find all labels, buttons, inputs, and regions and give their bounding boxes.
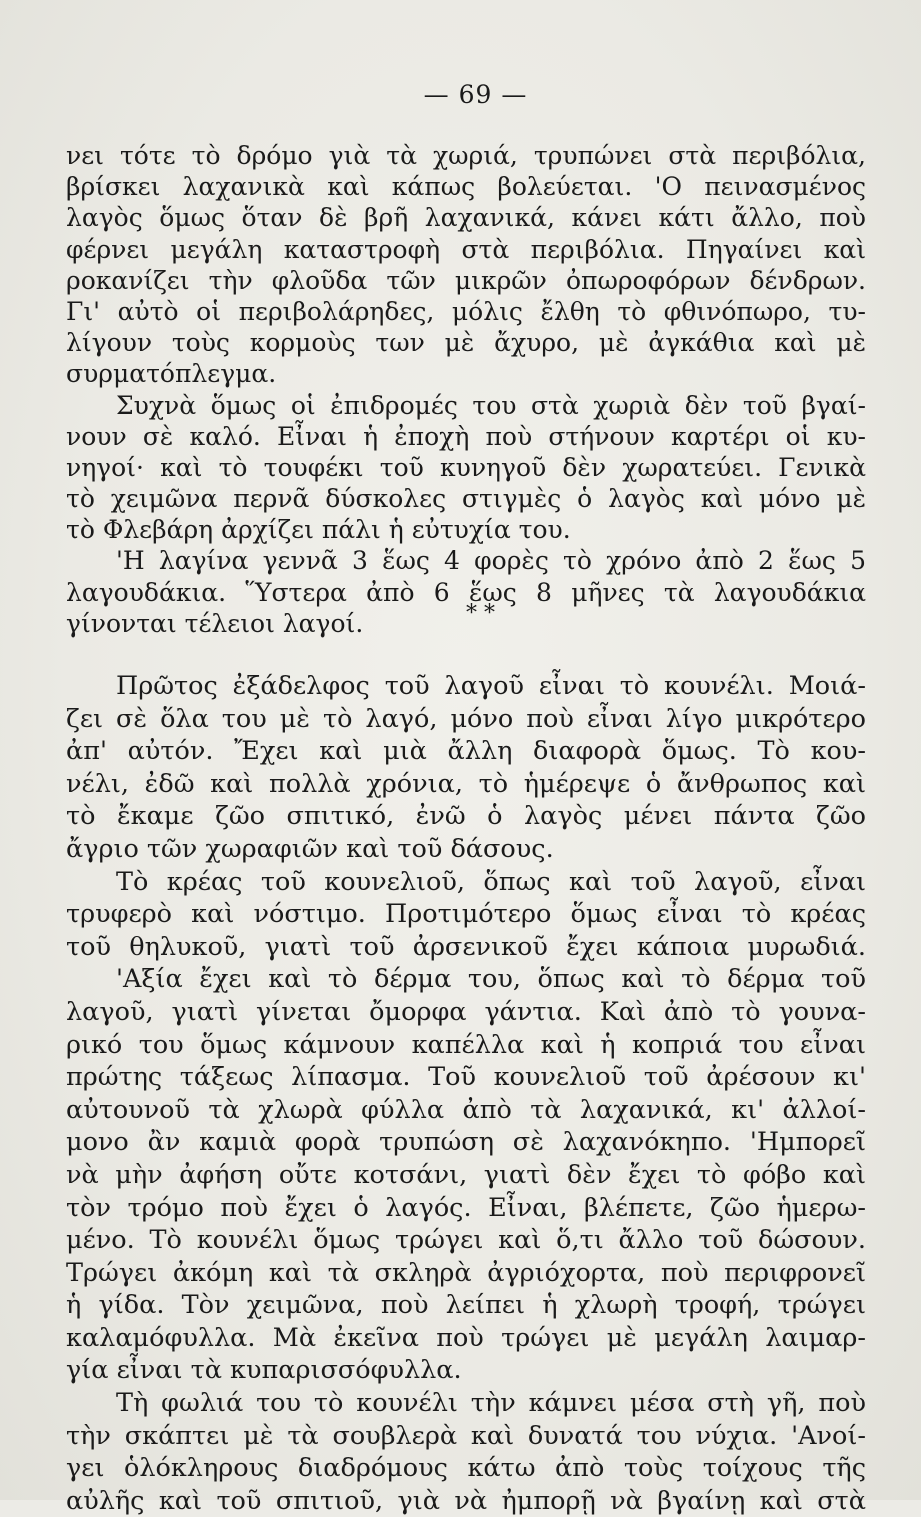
text-line: Πρῶτος ἐξάδελφος τοῦ λαγοῦ εἶναι τὸ κουνέλι. Μοιά- <box>116 671 866 701</box>
text-line: ἄγριο τῶν χωραφιῶν καὶ τοῦ δάσους. <box>66 833 554 864</box>
text-line: τὸ Φλεβάρη ἀρχίζει πάλι ἡ εὐτυχία του. <box>66 515 571 545</box>
text-line: λαγουδάκια. Ὕστερα ἀπὸ 6 ἕως 8 μῆνες τὰ λαγουδάκια <box>66 577 866 607</box>
text-line: γίνονται τέλειοι λαγοί. <box>66 608 364 638</box>
text-line: γία εἶναι τὰ κυπαρισσόφυλλα. <box>66 1355 462 1386</box>
text-line: συρματόπλεγμα. <box>66 359 277 389</box>
text-line: τὸ ἔκαμε ζῶο σπιτικό, ἐνῶ ὁ λαγὸς μένει πάντα ζῶο <box>66 801 866 832</box>
text-line: λαγὸς ὅμως ὅταν δὲ βρῆ λαχανικά, κάνει κάτι ἄλλο, ποὺ <box>66 203 866 233</box>
text-line: νουν σὲ καλό. Εἶναι ἡ ἐποχὴ ποὺ στήνουν καρτέρι οἱ κυ- <box>66 421 866 451</box>
text-line: ζει σὲ ὅλα του μὲ τὸ λαγό, μόνο ποὺ εἶναι λίγο μικρότερο <box>66 703 866 734</box>
text-line: ρικό του ὅμως κάμνουν καπέλλα καὶ ἡ κοπριά του εἶναι <box>66 1029 866 1060</box>
text-line: Τὸ κρέας τοῦ κουνελιοῦ, ὅπως καὶ τοῦ λαγοῦ, εἶναι <box>116 866 866 897</box>
text-line: νὰ μὴν ἀφήση οὔτε κοτσάνι, γιατὶ δὲν ἔχει τὸ φόβο καὶ <box>66 1159 866 1190</box>
text-line: τὸν τρόμο ποὺ ἔχει ὁ λαγός. Εἶναι, βλέπετε, ζῶο ἡμερω- <box>66 1192 866 1223</box>
text-line: Τὴ φωλιά του τὸ κουνέλι τὴν κάμνει μέσα στὴ γῆ, ποὺ <box>116 1388 866 1419</box>
text-line: μονο ἂν καμιὰ φορὰ τρυπώση σὲ λαχανόκηπο. 'Ημπορεῖ <box>66 1127 866 1158</box>
section-separator: * * <box>466 601 495 626</box>
text-block-top <box>66 140 866 639</box>
text-line: μένο. Τὸ κουνέλι ὅμως τρώγει καὶ ὅ,τι ἄλλο τοῦ δώσουν. <box>66 1225 866 1256</box>
text-line: Συχνὰ ὅμως οἱ ἐπιδρομές του στὰ χωριὰ δὲν τοῦ βγαί- <box>116 390 866 420</box>
text-line: πρώτης τάξεως λίπασμα. Τοῦ κουνελιοῦ τοῦ ἀρέσουν κι' <box>66 1062 866 1093</box>
text-line: τρυφερὸ καὶ νόστιμο. Προτιμότερο ὅμως εἶναι τὸ κρέας <box>66 899 866 930</box>
text-line: Γι' αὐτὸ οἱ περιβολάρηδες, μόλις ἔλθη τὸ φθινόπωρο, τυ- <box>66 296 866 326</box>
text-line: αὐτουνοῦ τὰ χλωρὰ φύλλα ἀπὸ τὰ λαχανικά, κι' ἀλλοί- <box>66 1094 866 1125</box>
text-line: τοῦ θηλυκοῦ, γιατὶ τοῦ ἀρσενικοῦ ἔχει κάποια μυρωδιά. <box>66 931 866 962</box>
text-line: τὴν σκάπτει μὲ τὰ σουβλερὰ καὶ δυνατά του νύχια. 'Ανοί- <box>66 1420 866 1451</box>
text-line: φέρνει μεγάλη καταστροφὴ στὰ περιβόλια. Πηγαίνει καὶ <box>66 234 866 264</box>
text-line: Τρώγει ἀκόμη καὶ τὰ σκληρὰ ἀγριόχορτα, ποὺ περιφρονεῖ <box>66 1257 866 1288</box>
text-block-bottom <box>66 670 866 1517</box>
text-line: 'Η λαγίνα γεννᾶ 3 ἕως 4 φορὲς τὸ χρόνο ἀπὸ 2 ἕως 5 <box>116 546 866 576</box>
text-line: νηγοί· καὶ τὸ τουφέκι τοῦ κυνηγοῦ δὲν χωρατεύει. Γενικὰ <box>66 452 866 482</box>
text-line: βρίσκει λαχανικὰ καὶ κάπως βολεύεται. 'Ο πεινασμένος <box>66 172 866 202</box>
text-line: νέλι, ἐδῶ καὶ πολλὰ χρόνια, τὸ ἡμέρεψε ὁ ἄνθρωπος καὶ <box>66 768 866 799</box>
page-number: — 69 — <box>423 80 528 109</box>
text-line: ροκανίζει τὴν φλοῦδα τῶν μικρῶν ὀπωροφόρων δένδρων. <box>66 265 866 295</box>
text-line: λαγοῦ, γιατὶ γίνεται ὄμορφα γάντια. Καὶ ἀπὸ τὸ γουνα- <box>66 996 866 1027</box>
text-line: λίγουν τοὺς κορμοὺς των μὲ ἄχυρο, μὲ ἀγκάθια καὶ μὲ <box>66 328 866 358</box>
text-line: ἀπ' αὐτόν. Ἔχει καὶ μιὰ ἄλλη διαφορὰ ὅμως. Τὸ κου- <box>66 736 866 767</box>
text-line: αὐλῆς καὶ τοῦ σπιτιοῦ, γιὰ νὰ ἠμπορῇ νὰ βγαίνῃ καὶ στὰ <box>66 1485 866 1516</box>
text-line: τὸ χειμῶνα περνᾶ δύσκολες στιγμὲς ὁ λαγὸς καὶ μόνο μὲ <box>66 484 866 514</box>
text-line: ἡ γίδα. Τὸν χειμῶνα, ποὺ λείπει ἡ χλωρὴ τροφή, τρώγει <box>66 1290 866 1321</box>
text-line: καλαμόφυλλα. Μὰ ἐκεῖνα ποὺ τρώγει μὲ μεγάλη λαιμαρ- <box>66 1322 866 1353</box>
text-line: 'Αξία ἔχει καὶ τὸ δέρμα του, ὅπως καὶ τὸ δέρμα τοῦ <box>116 964 866 995</box>
text-line: νει τότε τὸ δρόμο γιὰ τὰ χωριά, τρυπώνει στὰ περιβόλια, <box>66 141 866 170</box>
text-line: γει ὁλόκληρους διαδρόμους κάτω ἀπὸ τοὺς τοίχους τῆς <box>66 1453 866 1484</box>
